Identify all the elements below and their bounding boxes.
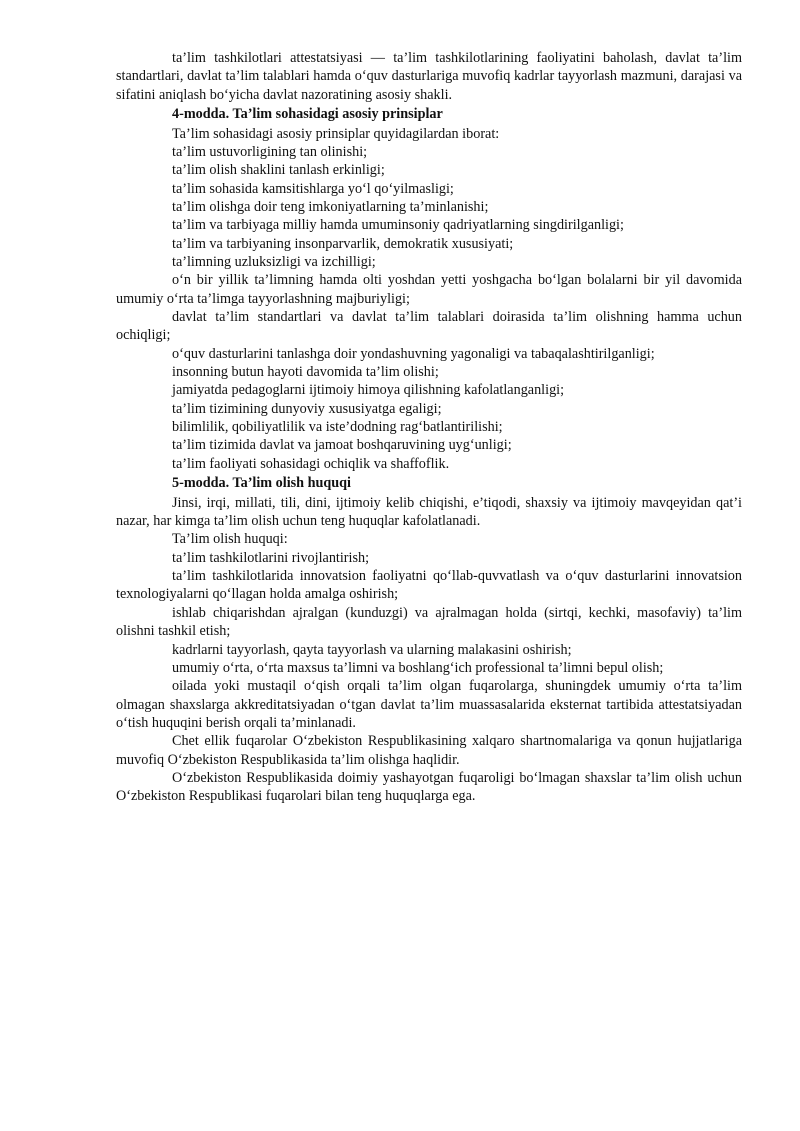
article-4-heading: 4-modda. Ta’lim sohasidagi asosiy prinsiplar [172,106,443,123]
article-5-paragraph: O‘zbekiston Respublikasida doimiy yashayotgan fuqaroligi bo‘lmagan shaxslar ta’lim olish uchun O‘zbekiston Respublikasi fuqarolari bilan teng huquqlarga ega. [116,769,742,805]
article-5-item: ta’lim tashkilotlarida innovatsion faoliyatni qo‘llab-quvvatlash va o‘quv dasturlarini innovatsion texnologiyalarni qo‘llagan holda amalga oshirish; [116,568,742,603]
article-4-item: insonning butun hayoti davomida ta’lim olishi; [172,364,439,381]
article-5-item: kadrlarni tayyorlash, qayta tayyorlash va ularning malakasini oshirish; [172,641,572,658]
article-5-item: oilada yoki mustaqil o‘qish orqali ta’lim olgan fuqarolarga, shuningdek umumiy o‘rta ta’lim olmagan shaxslarga akkreditatsiyadan o‘tgan davlat ta’lim muassasalarida eksternat tartibida attestatsiyadan o‘tish huquqini berish orqali ta’minlanadi. [116,678,742,731]
article-4-item: davlat ta’lim standartlari va davlat ta’lim talablari doirasida ta’lim olishning hamma uchun ochiqligi; [116,309,742,344]
article-4-item: jamiyatda pedagoglarni ijtimoiy himoya qilishning kafolatlanganligi; [172,382,565,399]
article-5-item: ta’lim tashkilotlarini rivojlantirish; [172,549,370,566]
article-4-item: ta’lim tizimida davlat va jamoat boshqaruvining uyg‘unligi; [172,437,512,454]
article-4-item: ta’lim faoliyati sohasidagi ochiqlik va shaffoflik. [172,455,450,472]
article-4-item: ta’lim va tarbiyaning insonparvarlik, demokratik xususiyati; [172,235,514,252]
article-5-heading: 5-modda. Ta’lim olish huquqi [172,475,351,492]
article-4-item: ta’lim sohasida kamsitishlarga yo‘l qo‘yilmasligi; [172,180,454,197]
article-4-item: ta’lim ustuvorligining tan olinishi; [172,143,368,160]
article-4-item: o‘n bir yillik ta’limning hamda olti yoshdan yetti yoshgacha bo‘lgan bolalarni bir yil davomida umumiy o‘rta ta’limga tayyorlashning majburiyligi; [116,272,742,307]
article-5-paragraph: Jinsi, irqi, millati, tili, dini, ijtimoiy kelib chiqishi, e’tiqodi, shaxsiy va ijtimoiy mavqeyidan qat’i nazar, har kimga ta’lim olish uchun teng huquqlar kafolatlanadi. [116,494,742,530]
article-5-paragraph: Chet ellik fuqarolar O‘zbekiston Respublikasining xalqaro shartnomalariga va qonun hujjatlariga muvofiq O‘zbekiston Respublikasida ta’lim olishga haqlidir. [116,733,742,768]
intro-paragraph: ta’lim tashkilotlari attestatsiyasi — ta’lim tashkilotlarining faoliyatini baholash, davlat ta’lim standartlari, davlat ta’lim talablari hamda o‘quv dasturlariga muvofiq kadrlar tayyorlash mazmuni, darajasi va sifatini aniqlash bo‘yicha davlat nazoratining asosiy shakli. [116,50,742,103]
article-4-item: ta’lim olishga doir teng imkoniyatlarning ta’minlanishi; [172,199,489,215]
article-4-item: ta’lim va tarbiyaga milliy hamda umuminsoniy qadriyatlarning singdirilganligi; [172,217,624,234]
article-4-item: ta’lim olish shaklini tanlash erkinligi; [172,162,385,179]
document-page [116,49,742,806]
article-5-item: umumiy o‘rta, o‘rta maxsus ta’limni va boshlang‘ich professional ta’limni bepul olish; [172,659,664,676]
article-4-lead: Ta’lim sohasidagi asosiy prinsiplar quyidagilardan iborat: [172,125,500,142]
article-4-item: ta’lim tizimining dunyoviy xususiyatga egaligi; [172,400,442,417]
article-4-item: ta’limning uzluksizligi va izchilligi; [172,254,376,271]
article-5-lead: Ta’lim olish huquqi: [172,531,288,548]
article-4-item: o‘quv dasturlarini tanlashga doir yondashuvning yagonaligi va tabaqalashtirilganligi; [172,345,655,362]
article-4-item: bilimlilik, qobiliyatlilik va iste’dodning rag‘batlantirilishi; [172,419,503,436]
article-5-item: ishlab chiqarishdan ajralgan (kunduzgi) va ajralmagan holda (sirtqi, kechki, masofaviy) ta’lim olishni tashkil etish; [116,604,742,640]
